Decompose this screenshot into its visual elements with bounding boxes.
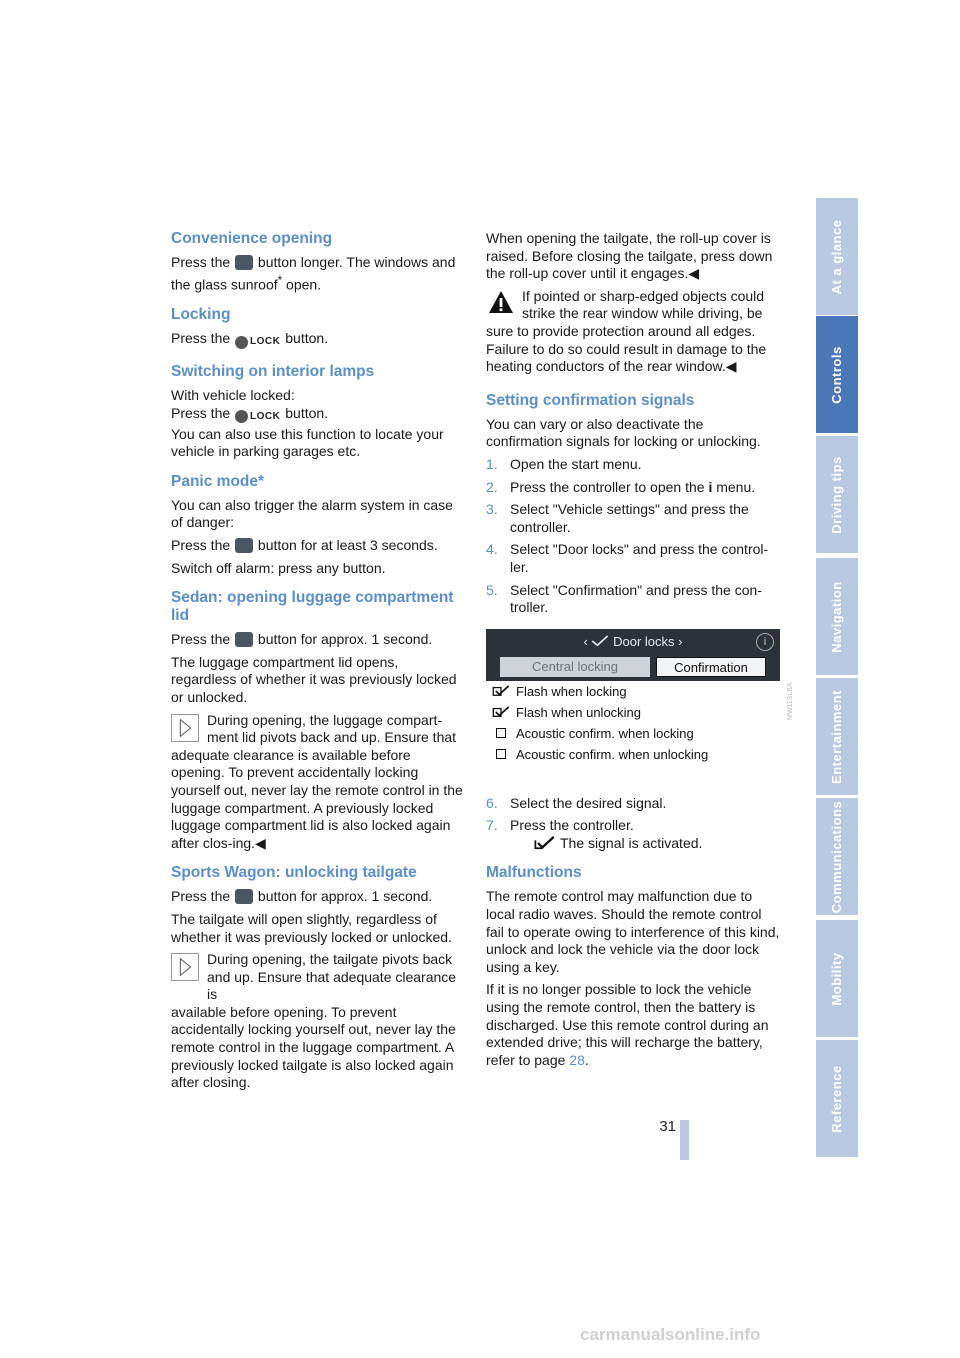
paragraph: Press the button for approx. 1 second. (171, 888, 433, 905)
caution-note: During opening, the luggage compart-ment lid pivots back and up. Ensure that adequate clearance is available before opening. To prevent accidentally locking yourself out, never lay the remote control in the luggage compartment. A previously locked luggage compartment lid is also locked again after clos-ing.◀ (171, 711, 463, 851)
check-icon (534, 836, 556, 850)
trunk-button-icon (235, 632, 253, 647)
chapter-tabs (816, 198, 858, 1160)
page-number: 31 (659, 1118, 676, 1135)
screen-options (486, 681, 780, 785)
option-acoustic-unlocking[interactable]: Acoustic confirm. when unlocking (486, 744, 780, 765)
paragraph: You can vary or also deactivate the confirmation signals for locking or unlocking. (486, 415, 761, 450)
heading-locking: Locking (171, 305, 231, 323)
list-item: 3. Select "Vehicle settings" and press the controller. (486, 501, 749, 535)
unlock-button-icon (235, 255, 253, 270)
idrive-screen (486, 629, 780, 785)
tab-confirmation[interactable]: Confirmation (656, 657, 766, 677)
heading-sedan-luggage: Sedan: opening luggage compartment lid (171, 589, 454, 625)
info-icon: i (756, 633, 774, 651)
paragraph: The remote control may malfunction due to local radio waves. Should the remote control fail to operate owing to interference of this kind, unlock and lock the vehicle via the door lock using a key. (486, 888, 780, 975)
section-locking (171, 306, 464, 351)
paragraph: The tailgate will open slightly, regardless of whether it was previously locked or unlocked. (171, 910, 452, 945)
heading-interior-lamps: Switching on interior lamps (171, 362, 375, 380)
list-item: 2. Press the controller to open the i menu. (486, 478, 756, 495)
tab-driving-tips[interactable]: Driving tips (816, 436, 858, 555)
section-confirmation-signals (486, 392, 780, 853)
tab-central-locking[interactable]: Central locking (500, 657, 650, 677)
paragraph: Press the LOCK button. (171, 330, 464, 351)
list-item: 6. Select the desired signal. (486, 794, 667, 811)
warning-note: If pointed or sharp-edged objects could strike the rear window while driving, be sure to provide protection around all edges. Failure to do so could result in damage to the heating conductors of the rear window.◀ (486, 287, 767, 375)
paragraph-rollup: When opening the tailgate, the roll-up cover is raised. Before closing the tailgate, press down the roll-up cover until it engages.◀ (486, 230, 773, 282)
section-interior-lamps (171, 363, 464, 461)
section-sedan-luggage (171, 589, 464, 852)
tab-at-a-glance[interactable]: At a glance (816, 198, 858, 317)
tab-mobility[interactable]: Mobility (816, 920, 858, 1039)
steps-list-continued (486, 795, 780, 853)
screen-tabs (500, 657, 770, 679)
tailgate-button-icon (235, 889, 253, 904)
right-column (486, 230, 780, 1081)
page-link[interactable]: 28 (569, 1051, 585, 1068)
tab-communications[interactable]: Communications (816, 798, 858, 917)
heading-malfunctions: Malfunctions (486, 864, 582, 882)
section-panic-mode (171, 473, 464, 577)
paragraph: The luggage compartment lid opens, regardless of whether it was previously locked or unlocked. (171, 653, 457, 705)
heading-convenience-opening: Convenience opening (171, 230, 333, 247)
paragraph: Press the button longer. The windows and the glass sunroof* open. (171, 254, 456, 293)
tab-reference[interactable]: Reference (816, 1040, 858, 1159)
caution-arrow-icon (171, 714, 199, 742)
list-item: 1. Open the start menu. (486, 455, 642, 472)
checked-icon (492, 706, 510, 718)
watermark: carmanualsonline.info (580, 1325, 761, 1344)
panic-button-icon (235, 538, 253, 553)
section-convenience-opening (171, 230, 464, 294)
option-flash-locking[interactable]: Flash when locking (486, 681, 780, 702)
heading-panic-mode: Panic mode* (171, 472, 265, 490)
caution-arrow-icon (171, 953, 199, 981)
section-malfunctions (486, 864, 780, 1069)
heading-confirmation-signals: Setting confirmation signals (486, 391, 695, 409)
caution-note: During opening, the tailgate pivots back and up. Ensure that adequate clearance is available before opening. To prevent accidentally locking yourself out, never lay the remote control in the luggage compartment. A previously locked tailgate is also locked again after closing. (171, 951, 457, 1091)
page-marker (680, 1120, 689, 1160)
paragraph: Press the button for at least 3 seconds. (171, 537, 438, 553)
paragraph: If it is no longer possible to lock the vehicle using the remote control, then the battery is discharged. Use this remote control during an extended drive; this will recharge the battery, refer to page 28. (486, 981, 769, 1068)
left-column (171, 230, 464, 1104)
lock-button-icon: LOCK (235, 333, 280, 351)
tab-controls[interactable]: Controls (816, 316, 858, 435)
list-item: 7. Press the controller. The signal is activated. (486, 817, 703, 851)
option-acoustic-locking[interactable]: Acoustic confirm. when locking (486, 723, 780, 744)
unchecked-icon (496, 749, 506, 759)
check-icon (591, 635, 609, 647)
tab-navigation[interactable]: Navigation (816, 558, 858, 677)
tab-entertainment[interactable]: Entertainment (816, 678, 858, 797)
checked-icon (492, 685, 510, 697)
lock-button-icon: LOCK (235, 408, 280, 426)
section-wagon-tailgate (171, 864, 464, 1092)
info-icon: i (708, 478, 713, 495)
paragraph: Press the button for approx. 1 second. (171, 631, 433, 648)
unchecked-icon (496, 728, 506, 738)
warning-triangle-icon (488, 290, 514, 314)
heading-wagon-tailgate: Sports Wagon: unlocking tailgate (171, 864, 417, 882)
list-item: 4. Select "Door locks" and press the control-ler. (486, 541, 769, 575)
paragraph: Switch off alarm: press any button. (171, 559, 386, 576)
screen-title: ‹ Door locks › (583, 633, 683, 649)
option-flash-unlocking[interactable]: Flash when unlocking (486, 702, 780, 723)
paragraph: You can also trigger the alarm system in case of danger: (171, 496, 453, 531)
steps-list (486, 456, 780, 617)
image-code: MW11SLBA (787, 682, 794, 720)
paragraph: With vehicle locked: Press the LOCK button. You can also use this function to locate your vehicle in parking garages etc. (171, 386, 444, 460)
list-item: 5. Select "Confirmation" and press the con-troller. (486, 581, 762, 616)
